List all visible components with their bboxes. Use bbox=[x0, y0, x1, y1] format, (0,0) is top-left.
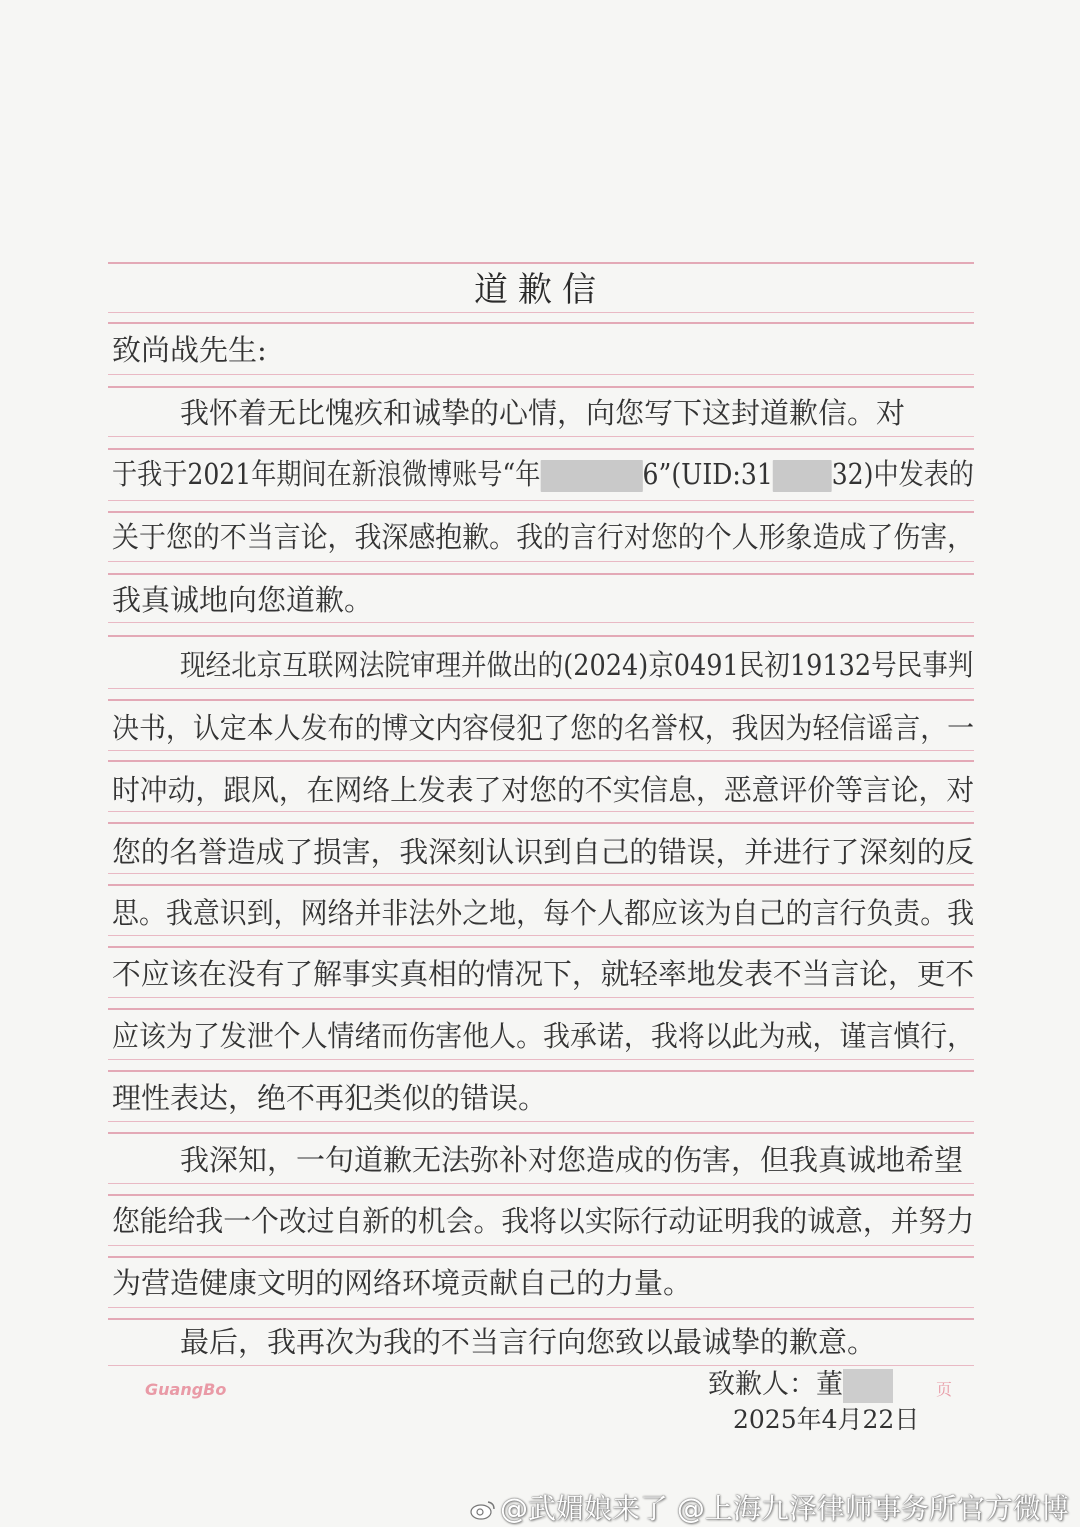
ruled-line bbox=[108, 873, 974, 874]
ruled-line bbox=[108, 688, 974, 689]
ruled-line bbox=[108, 699, 974, 701]
body-line-2-part-2: 6”(UID:31 bbox=[642, 457, 773, 491]
ruled-line bbox=[108, 374, 974, 375]
ruled-line bbox=[108, 1070, 974, 1072]
body-line-9: 思。我意识到，网络并非法外之地，每个人都应该为自己的言行负责。我 bbox=[112, 896, 975, 930]
signature bbox=[708, 1362, 893, 1403]
body-line-12: 理性表达，绝不再犯类似的错误。 bbox=[112, 1081, 548, 1115]
body-line-14: 您能给我一个改过自新的机会。我将以实际行动证明我的诚意，并努力 bbox=[112, 1204, 975, 1238]
redacted-uid bbox=[773, 460, 832, 492]
ruled-line bbox=[108, 935, 974, 936]
ruled-line bbox=[108, 635, 974, 637]
ruled-line bbox=[108, 1245, 974, 1246]
ruled-line bbox=[108, 997, 974, 998]
letter-date: 2025年4月22日 bbox=[733, 1405, 920, 1434]
ruled-line bbox=[108, 436, 974, 437]
redacted-signature-name bbox=[843, 1369, 893, 1403]
ruled-line bbox=[108, 822, 974, 824]
salutation: 致尚战先生: bbox=[112, 333, 267, 367]
ruled-line bbox=[108, 1318, 974, 1320]
body-line-2-part-1: 于我于2021年期间在新浪微博账号“年 bbox=[112, 457, 541, 491]
ruled-line bbox=[108, 1008, 974, 1010]
letter-title: 道歉信 bbox=[474, 270, 606, 310]
body-line-7: 时冲动，跟风，在网络上发表了对您的不实信息，恶意评价等言论，对 bbox=[112, 773, 975, 807]
stationery-logo: GuangBo bbox=[145, 1380, 227, 1399]
signature-label: 致歉人：董 bbox=[708, 1369, 843, 1400]
page-label: 页 bbox=[936, 1380, 953, 1399]
ruled-line bbox=[108, 1183, 974, 1184]
body-line-5: 现经北京互联网法院审理并做出的(2024)京0491民初19132号民事判 bbox=[180, 648, 974, 682]
ruled-line bbox=[108, 312, 974, 313]
ruled-line bbox=[108, 750, 974, 751]
body-line-6: 决书，认定本人发布的博文内容侵犯了您的名誉权，我因为轻信谣言，一 bbox=[112, 711, 975, 745]
ruled-line bbox=[108, 1256, 974, 1258]
ruled-line bbox=[108, 884, 974, 886]
ruled-line bbox=[108, 1132, 974, 1134]
weibo-watermark bbox=[470, 1487, 1069, 1527]
ruled-line bbox=[108, 1121, 974, 1122]
body-line-2 bbox=[112, 454, 974, 494]
ruled-line bbox=[108, 573, 974, 575]
body-line-16: 最后，我再次为我的不当言行向您致以最诚挚的歉意。 bbox=[180, 1325, 877, 1359]
body-line-2-part-3: 32)中发表的 bbox=[831, 457, 974, 491]
ruled-line bbox=[108, 760, 974, 762]
body-line-10: 不应该在没有了解事实真相的情况下，就轻率地发表不当言论，更不 bbox=[112, 957, 975, 991]
body-line-13: 我深知，一句道歉无法弥补对您造成的伤害，但我真诚地希望 bbox=[180, 1143, 964, 1177]
body-line-4: 我真诚地向您道歉。 bbox=[112, 583, 374, 617]
ruled-line bbox=[108, 946, 974, 948]
ruled-line bbox=[108, 511, 974, 513]
ruled-line bbox=[108, 322, 974, 324]
body-line-1: 我怀着无比愧疚和诚挚的心情，向您写下这封道歉信。对 bbox=[180, 396, 906, 430]
weibo-logo-icon bbox=[470, 1500, 496, 1520]
ruled-line bbox=[108, 386, 974, 388]
body-line-8: 您的名誉造成了损害，我深刻认识到自己的错误，并进行了深刻的反 bbox=[112, 835, 975, 869]
ruled-line bbox=[108, 811, 974, 812]
ruled-line bbox=[108, 448, 974, 450]
ruled-line bbox=[108, 1307, 974, 1308]
ruled-line bbox=[108, 561, 974, 562]
ruled-line bbox=[108, 500, 974, 501]
body-line-3: 关于您的不当言论，我深感抱歉。我的言行对您的个人形象造成了伤害， bbox=[112, 520, 975, 554]
ruled-line bbox=[108, 622, 974, 623]
ruled-line bbox=[108, 1059, 974, 1060]
watermark-text: @武媚娘来了 @上海九泽律师事务所官方微博 bbox=[500, 1492, 1069, 1525]
ruled-line bbox=[108, 1194, 974, 1196]
body-line-11: 应该为了发泄个人情绪而伤害他人。我承诺，我将以此为戒，谨言慎行， bbox=[112, 1019, 975, 1053]
redacted-account-name bbox=[540, 460, 642, 492]
body-line-15: 为营造健康文明的网络环境贡献自己的力量。 bbox=[112, 1266, 693, 1300]
